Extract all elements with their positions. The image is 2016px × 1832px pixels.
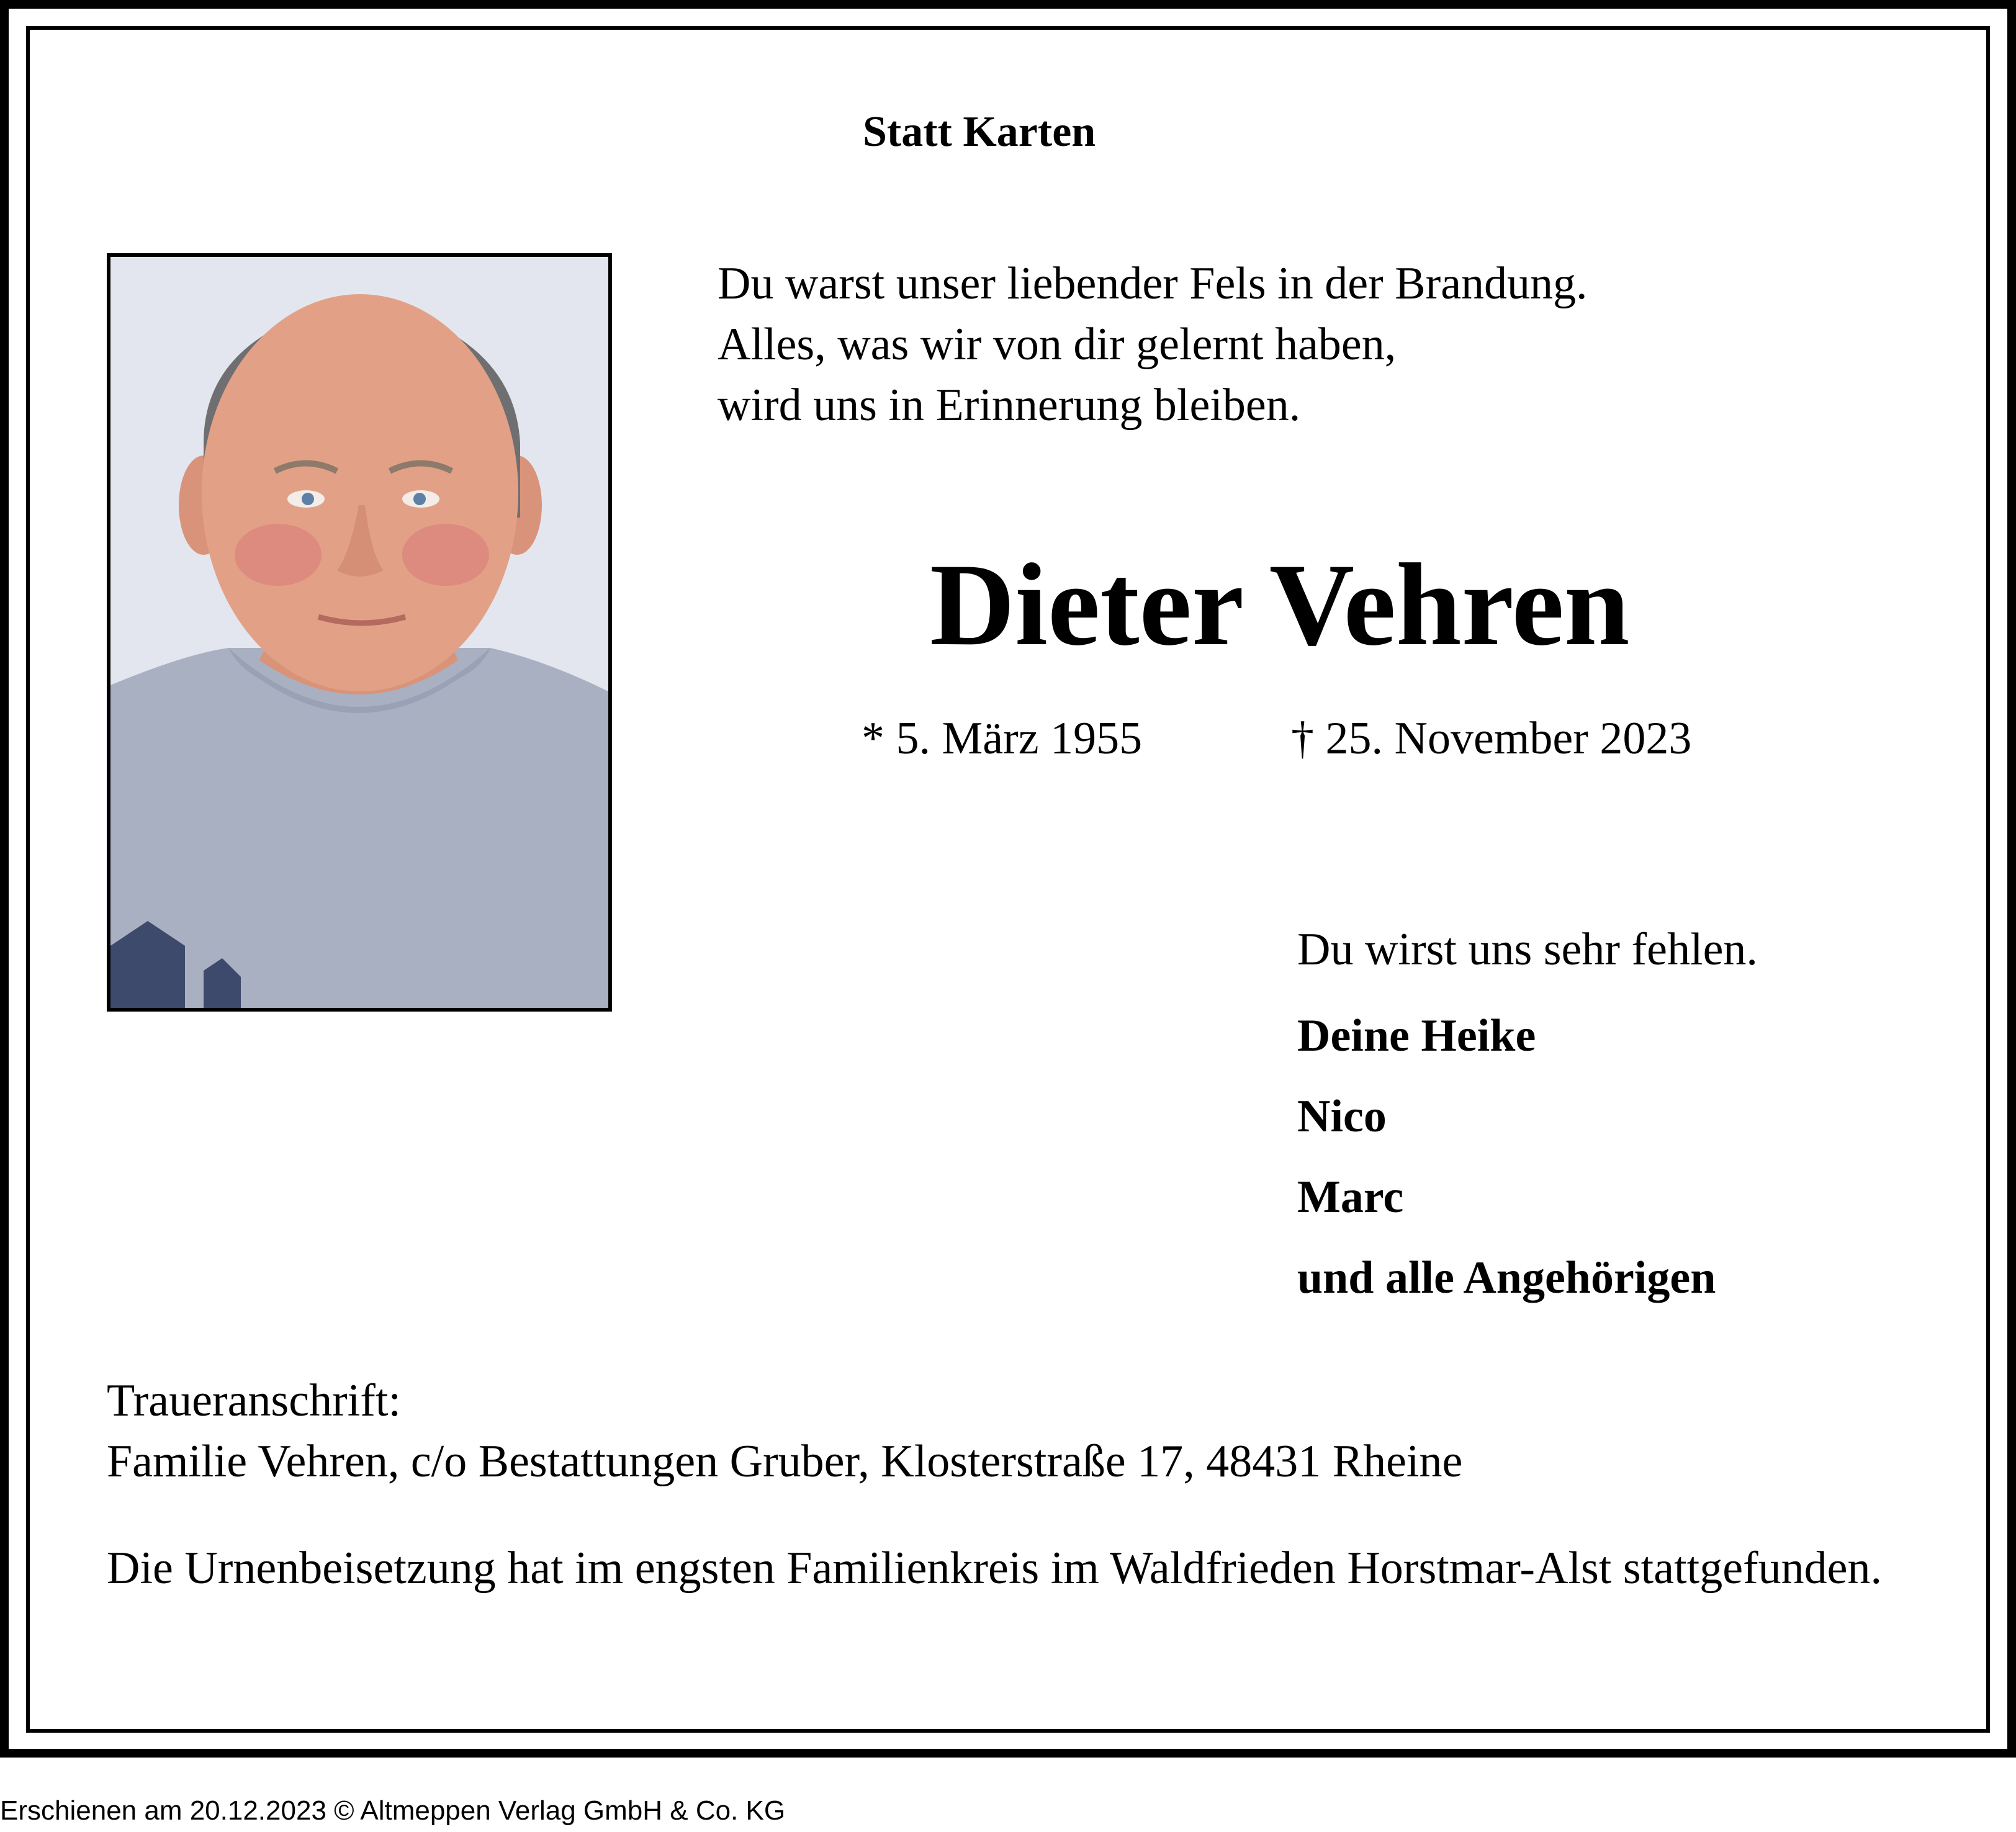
condolence-address [107, 1370, 1462, 1492]
mourner-names [1297, 995, 1716, 1318]
mourner-name: Nico [1297, 1091, 1387, 1142]
burial-notice: Die Urnenbeisetzung hat im engsten Familienkreis im Waldfrieden Horstmar-Alst stattgefunden. [107, 1543, 1883, 1594]
kicker-heading: Statt Karten [863, 108, 1096, 156]
birth-date: * 5. März 1955 [862, 713, 1143, 764]
address-label: Traueranschrift: [107, 1375, 402, 1426]
mourner-name: Deine Heike [1297, 1010, 1536, 1061]
poem-line: wird uns in Erinnerung bleiben. [718, 380, 1301, 431]
address-line: Familie Vehren, c/o Bestattungen Gruber, Klosterstraße 17, 48431 Rheine [107, 1436, 1463, 1487]
portrait-photo [107, 253, 612, 1012]
publication-footer: Erschienen am 20.12.2023 © Altmeppen Verlag GmbH & Co. KG [0, 1795, 786, 1826]
death-date: † 25. November 2023 [1291, 713, 1692, 764]
mourner-name: Marc [1297, 1172, 1404, 1223]
poem-verse [718, 253, 1588, 436]
portrait-illustration [110, 257, 608, 1008]
farewell-message: Du wirst uns sehr fehlen. [1297, 924, 1758, 975]
poem-line: Du warst unser liebender Fels in der Brandung. [718, 258, 1588, 309]
poem-line: Alles, was wir von dir gelernt haben, [718, 319, 1397, 370]
deceased-name: Dieter Vehren [930, 540, 1630, 670]
mourner-name: und alle Angehörigen [1297, 1252, 1716, 1303]
